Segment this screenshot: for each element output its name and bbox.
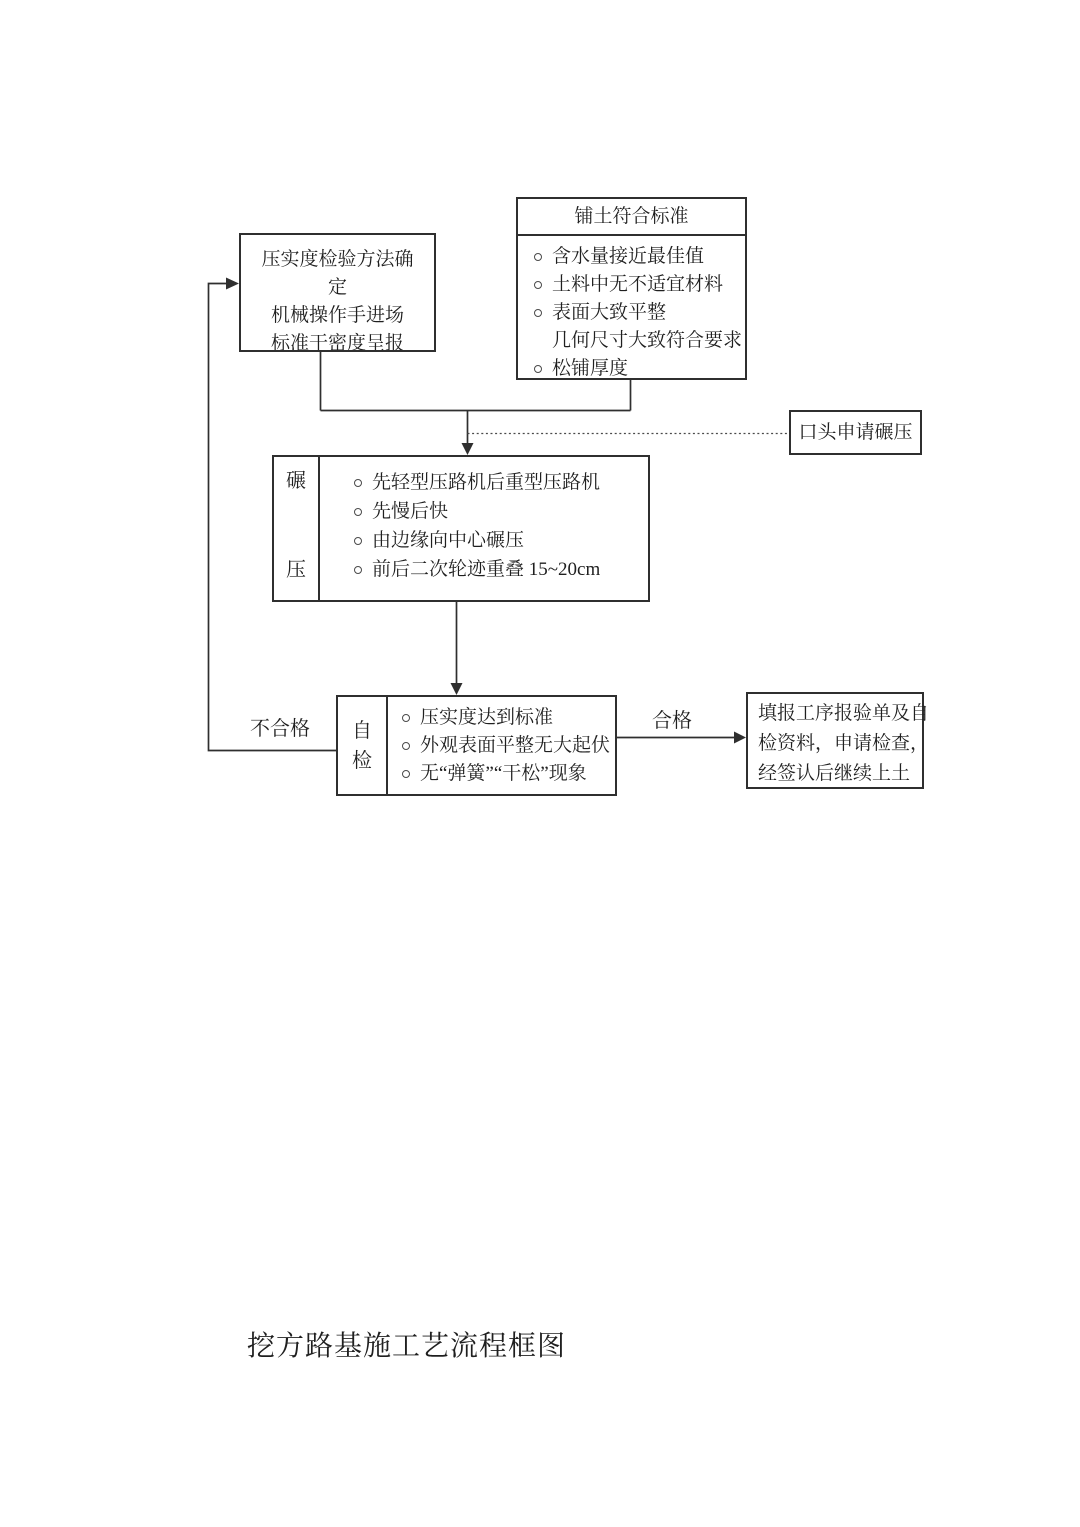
method-box-line: 压实度检验方法确 (261, 249, 414, 270)
circle-bullet-icon (402, 714, 410, 722)
self-check-box (336, 695, 617, 796)
list-item-text: 先慢后快 (372, 501, 449, 522)
report-box (746, 692, 930, 789)
circle-bullet-icon (354, 537, 362, 545)
list-item (532, 243, 745, 271)
list-item-text: 几何尺寸大致符合要求 (552, 330, 743, 351)
list-item-text: 无“弹簧”“干松”现象 (420, 763, 587, 784)
circle-bullet-icon (354, 479, 362, 487)
circle-bullet-icon (534, 365, 542, 373)
list-item (400, 760, 610, 788)
spread-standard-box (516, 197, 747, 380)
list-item (352, 526, 600, 555)
rolling-label-char: 碾 (286, 470, 306, 492)
fail-edge-label: 不合格 (250, 718, 310, 740)
list-item (532, 327, 745, 355)
list-item-text: 表面大致平整 (552, 302, 667, 323)
spread-box-items (518, 236, 745, 383)
rolling-label-char: 压 (286, 559, 306, 581)
circle-bullet-icon (402, 770, 410, 778)
list-item-text: 前后二次轮迹重叠 15~20cm (372, 559, 601, 580)
arrowhead-to-roll (462, 443, 474, 455)
pass-edge-label: 合格 (652, 710, 692, 732)
oral-request-label: 口头申请碾压 (798, 421, 913, 443)
list-item (352, 497, 600, 526)
self-check-label-char: 检 (352, 749, 372, 772)
method-box-line: 机械操作手进场 (270, 305, 404, 326)
circle-bullet-icon (354, 566, 362, 574)
list-item (532, 355, 745, 383)
report-box-line: 经签认后继续上土 (758, 763, 911, 784)
list-item (400, 704, 610, 732)
circle-bullet-icon (534, 309, 542, 317)
self-check-label-char: 自 (352, 719, 372, 742)
list-item (352, 555, 600, 584)
report-box-line: 填报工序报验单及自 (758, 703, 930, 724)
list-item-text: 含水量接近最佳值 (552, 246, 705, 267)
self-check-box-label (338, 697, 388, 794)
arrowhead-fail (226, 278, 239, 290)
circle-bullet-icon (354, 508, 362, 516)
method-box-line: 标准干密度呈报 (270, 333, 404, 352)
rolling-box-items (320, 457, 600, 600)
list-item (400, 732, 610, 760)
rolling-box (272, 455, 650, 602)
list-item (352, 468, 600, 497)
oral-request-box (789, 410, 922, 455)
circle-bullet-icon (534, 281, 542, 289)
list-item (532, 299, 745, 327)
arrowhead-pass (734, 732, 746, 744)
method-box (239, 233, 436, 352)
list-item-text: 外观表面平整无大起伏 (420, 735, 611, 756)
diagram-title: 挖方路基施工艺流程框图 (247, 1331, 567, 1362)
circle-bullet-icon (534, 253, 542, 261)
list-item-text: 土料中无不适宜材料 (552, 274, 724, 295)
report-box-line: 检资料，申请检查， (758, 733, 930, 754)
arrowhead-to-self (451, 683, 463, 695)
rolling-box-label (274, 457, 320, 600)
list-item (532, 271, 745, 299)
method-box-line: 定 (327, 277, 347, 298)
list-item-text: 由边缘向中心碾压 (372, 530, 525, 551)
list-item-text: 先轻型压路机后重型压路机 (372, 472, 601, 493)
list-item-text: 压实度达到标准 (420, 707, 554, 728)
circle-bullet-icon (402, 742, 410, 750)
self-check-box-items (388, 697, 610, 794)
list-item-text: 松铺厚度 (552, 358, 629, 379)
spread-box-title: 铺土符合标准 (518, 199, 745, 236)
